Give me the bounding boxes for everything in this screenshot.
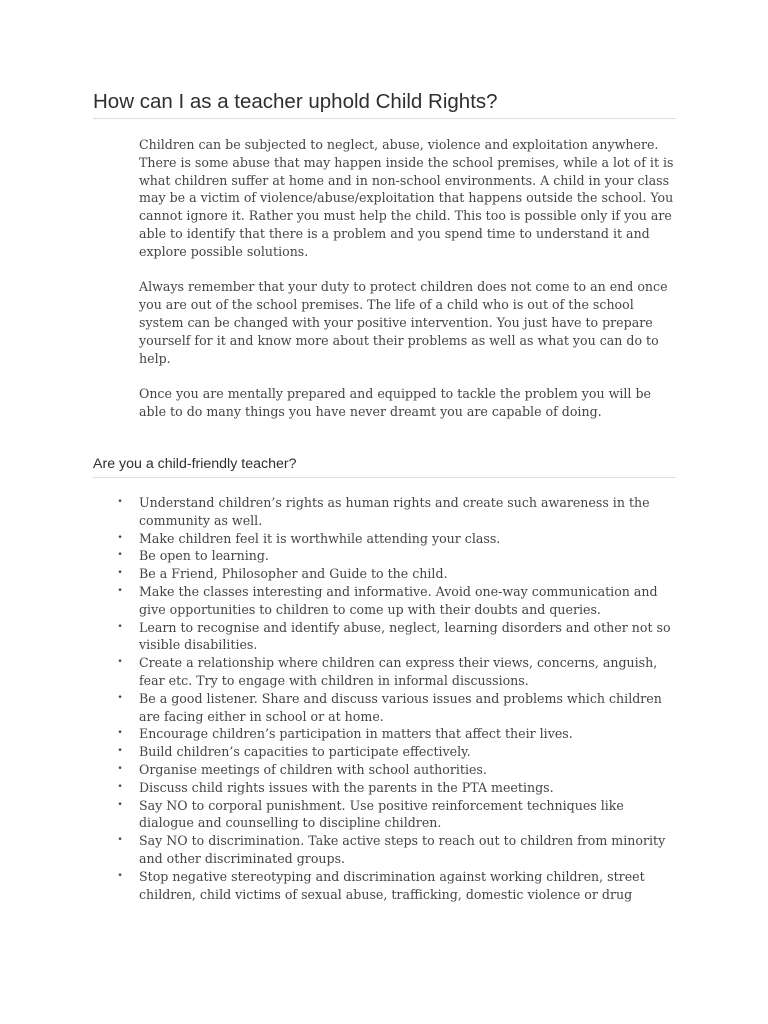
bullet-icon: • — [117, 728, 123, 739]
bullet-icon: • — [117, 621, 123, 632]
bullet-icon: • — [117, 781, 123, 792]
list-item — [117, 690, 679, 726]
list-item — [117, 725, 679, 743]
section-heading: Are you a child-friendly teacher? — [93, 456, 297, 472]
list-item-text: Say NO to discrimination. Take active steps to reach out to children from minority and other discriminated groups. — [139, 833, 666, 866]
list-item — [117, 797, 679, 833]
list-item-text: Learn to recognise and identify abuse, neglect, learning disorders and other not so visible disabilities. — [139, 619, 671, 653]
list-item-text: Make children feel it is worthwhile attending your class. — [139, 530, 501, 546]
list-item — [117, 583, 679, 619]
list-item-text: Say NO to corporal punishment. Use positive reinforcement techniques like dialogue and counselling to discipline children. — [139, 797, 624, 831]
list-item-text: Create a relationship where children can express their views, concerns, anguish, fear etc. Try to engage with children in informal discussions. — [139, 655, 658, 688]
bullet-icon: • — [117, 870, 123, 881]
list-item-text: Understand children’s rights as human rights and create such awareness in the community as well. — [139, 495, 650, 528]
list-item — [117, 761, 679, 779]
bullet-icon: • — [117, 497, 123, 507]
list-item — [117, 619, 679, 655]
list-item-text: Make the classes interesting and informative. Avoid one-way communication and give opportunities to children to come up with their doubts and queries. — [139, 583, 658, 617]
list-item-text: Encourage children’s participation in matters that affect their lives. — [139, 726, 573, 742]
bullet-icon: • — [117, 657, 123, 668]
intro-paragraph: Children can be subjected to neglect, abuse, violence and exploitation anywhere. There is some abuse that may happen inside the school premises, while a lot of it is what children suffer at home and in non-school environments. A child in your class may be a victim of violence/abuse/exploitation that happens outside the school. You cannot ignore it. Rather you must help the child. This too is possible only if you are able to identify that there is a problem and you spend time to understand it and explore possible solutions. — [139, 137, 674, 259]
bullet-icon: • — [117, 568, 123, 579]
section-divider — [93, 477, 676, 478]
bullet-icon: • — [117, 763, 123, 774]
bullet-icon: • — [117, 550, 123, 561]
title-divider — [93, 118, 676, 119]
bullet-icon: • — [117, 585, 123, 596]
list-item-text: Organise meetings of children with school authorities. — [139, 761, 487, 777]
intro-paragraph: Once you are mentally prepared and equipped to tackle the problem you will be able to do many things you have never dreamt you are capable of doing. — [139, 386, 651, 419]
bullet-icon: • — [117, 692, 123, 703]
bullet-icon: • — [117, 746, 123, 757]
tips-list — [117, 494, 679, 903]
list-item — [117, 868, 679, 904]
list-item-text: Be a Friend, Philosopher and Guide to the child. — [139, 566, 448, 582]
list-item-text: Stop negative stereotyping and discrimination against working children, street children, child victims of sexual abuse, trafficking, domestic violence or drug — [139, 868, 645, 902]
list-item — [117, 654, 679, 690]
intro-section — [139, 136, 679, 439]
intro-paragraph: Always remember that your duty to protect children does not come to an end once you are out of the school premises. The life of a child who is out of the school system can be changed with your positive intervention. You just have to prepare yourself for it and know more about their problems as well as what you can do to help. — [139, 279, 668, 366]
list-item — [117, 547, 679, 565]
list-item — [117, 832, 679, 868]
bullet-icon: • — [117, 799, 123, 810]
list-item-text: Be a good listener. Share and discuss various issues and problems which children are facing either in school or at home. — [139, 690, 662, 724]
bullet-icon: • — [117, 532, 123, 543]
bullet-icon: • — [117, 835, 123, 846]
list-item — [117, 530, 679, 548]
list-item-text: Be open to learning. — [139, 548, 269, 564]
page-title: How can I as a teacher uphold Child Rights? — [93, 90, 498, 113]
list-item-text: Discuss child rights issues with the parents in the PTA meetings. — [139, 779, 554, 795]
list-item — [117, 779, 679, 797]
list-item — [117, 494, 679, 530]
list-item-text: Build children’s capacities to participate effectively. — [139, 744, 471, 760]
list-item — [117, 743, 679, 761]
list-item — [117, 565, 679, 583]
